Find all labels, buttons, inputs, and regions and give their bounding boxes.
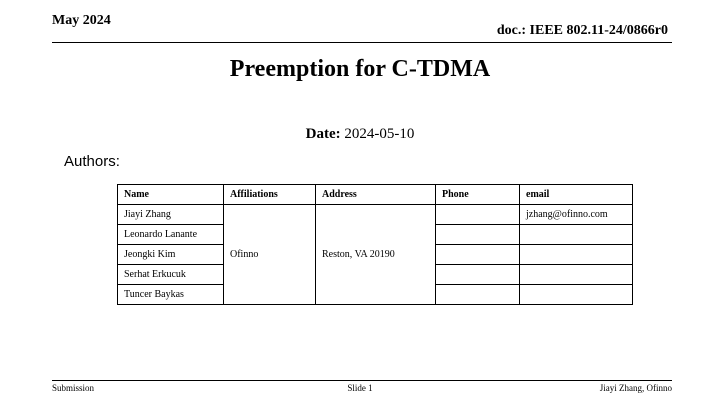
author-phone: [436, 285, 520, 305]
author-name: Jeongki Kim: [118, 245, 224, 265]
author-name: Leonardo Lanante: [118, 225, 224, 245]
author-email: [520, 225, 633, 245]
date-value: 2024-05-10: [344, 126, 415, 142]
header-affiliations: Affiliations: [224, 185, 316, 205]
footer-submission: Submission: [52, 383, 95, 393]
author-name: Serhat Erkucuk: [118, 265, 224, 285]
author-email: jzhang@ofinno.com: [520, 205, 633, 225]
author-phone: [436, 225, 520, 245]
author-address: Reston, VA 20190: [316, 205, 436, 305]
authors-label: Authors:: [64, 153, 120, 170]
header-divider: [52, 42, 672, 43]
header-address: Address: [316, 185, 436, 205]
authors-table: [117, 184, 633, 305]
table-row: [118, 205, 633, 225]
header-date: May 2024: [52, 13, 111, 28]
date-label: Date:: [305, 126, 341, 142]
header-doc-id: doc.: IEEE 802.11-24/0866r0: [496, 23, 668, 38]
footer-author: Jiayi Zhang, Ofinno: [599, 383, 672, 393]
footer-slide-number: Slide 1: [347, 383, 373, 393]
table-header-row: [118, 185, 633, 205]
author-email: [520, 245, 633, 265]
header-phone: Phone: [436, 185, 520, 205]
header-name: Name: [118, 185, 224, 205]
page-title: Preemption for C-TDMA: [229, 56, 491, 82]
author-email: [520, 285, 633, 305]
author-phone: [436, 245, 520, 265]
footer-divider: [52, 380, 672, 381]
author-name: Jiayi Zhang: [118, 205, 224, 225]
author-affiliation: Ofinno: [224, 205, 316, 305]
author-phone: [436, 205, 520, 225]
author-email: [520, 265, 633, 285]
author-phone: [436, 265, 520, 285]
date-line: [0, 126, 720, 143]
author-name: Tuncer Baykas: [118, 285, 224, 305]
header-email: email: [520, 185, 633, 205]
